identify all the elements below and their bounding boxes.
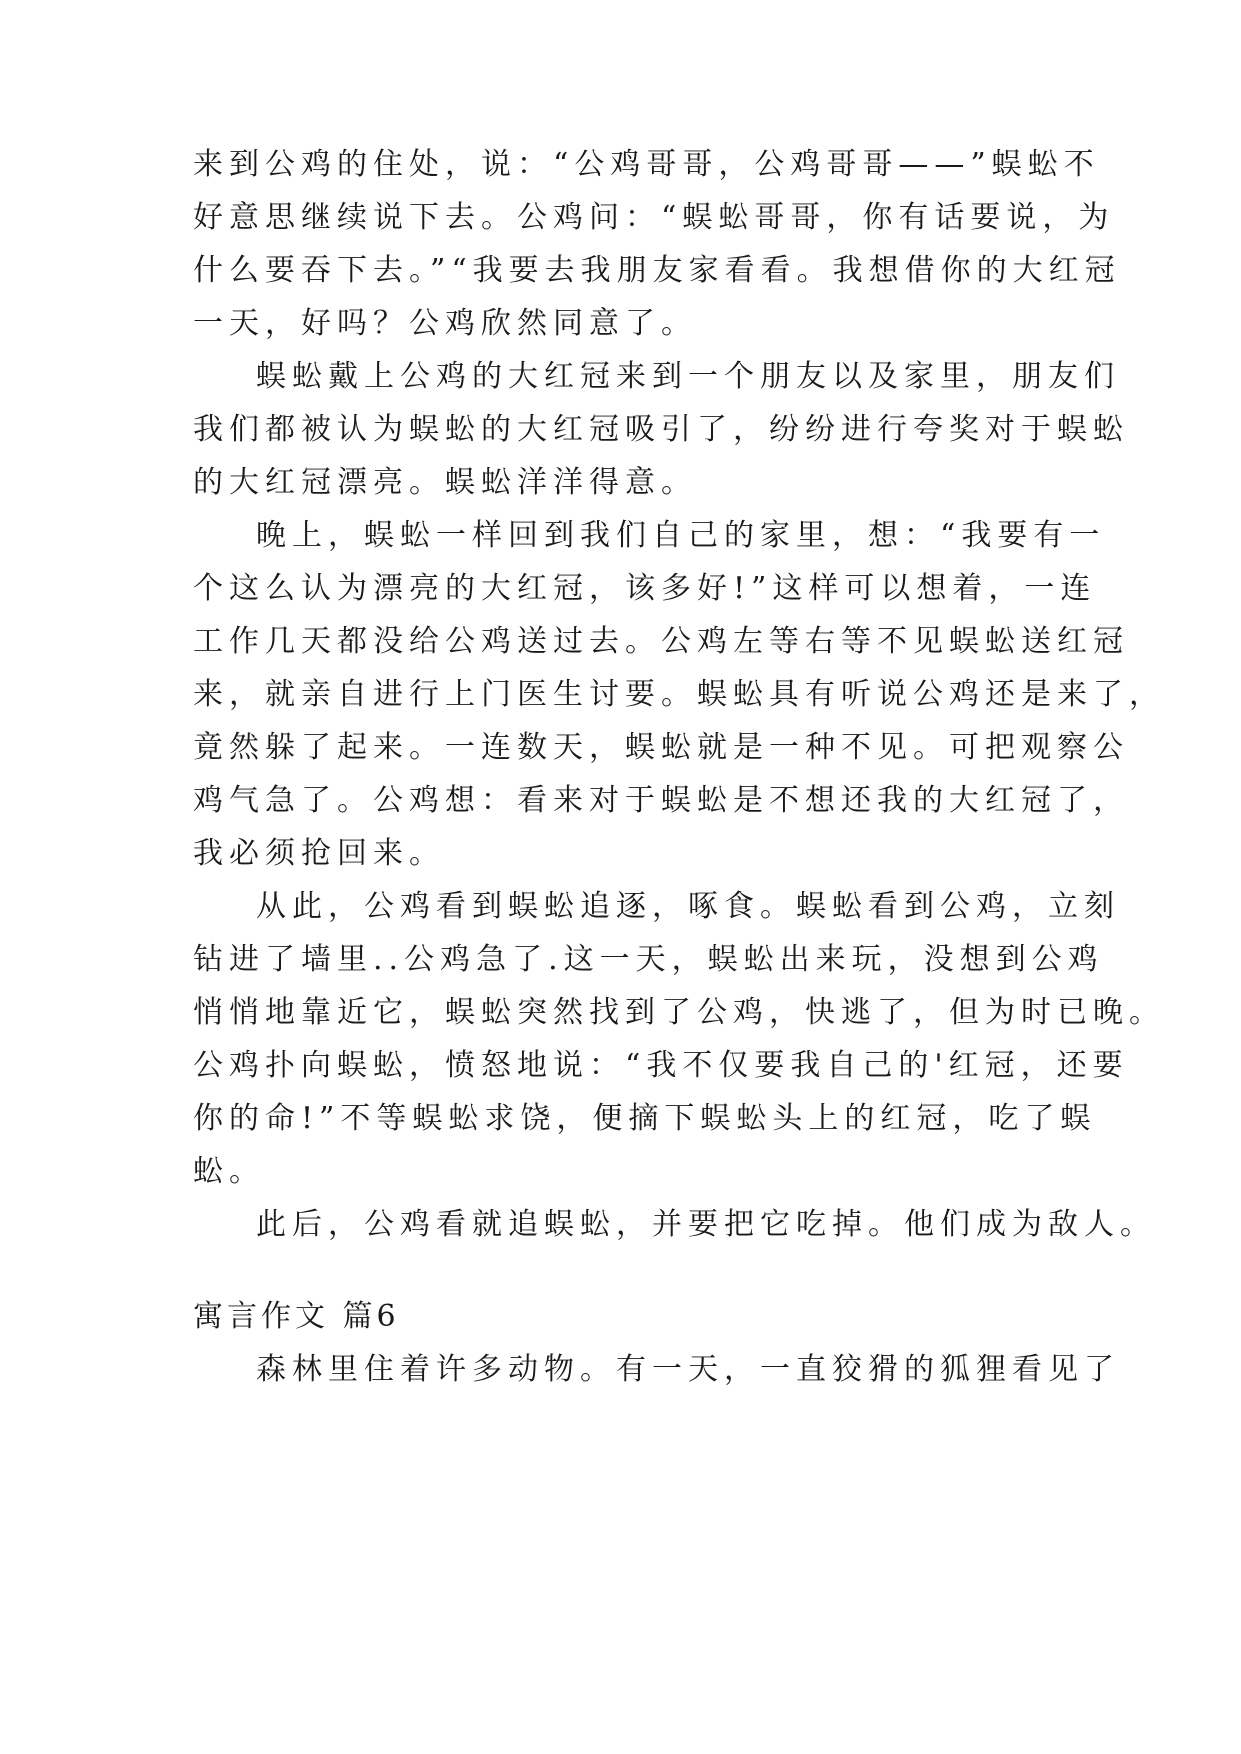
paragraph-line: 我必须抢回来。	[193, 836, 445, 871]
paragraph-line: 蜈蚣戴上公鸡的大红冠来到一个朋友以及家里，朋友们	[256, 359, 1120, 394]
paragraph-line: 一天，好吗？公鸡欣然同意了。	[193, 306, 697, 341]
paragraph-line: 从此，公鸡看到蜈蚣追逐，啄食。蜈蚣看到公鸡，立刻	[256, 889, 1120, 924]
paragraph-line: 森林里住着许多动物。有一天，一直狡猾的狐狸看见了	[256, 1352, 1120, 1387]
paragraph-line: 个这么认为漂亮的大红冠，该多好!”这样可以想着，一连	[193, 571, 1097, 606]
paragraph-line: 来到公鸡的住处，说：“公鸡哥哥，公鸡哥哥——”蜈蚣不	[193, 147, 1100, 182]
paragraph-line: 好意思继续说下去。公鸡问：“蜈蚣哥哥，你有话要说，为	[193, 200, 1115, 235]
paragraph-line: 的大红冠漂亮。蜈蚣洋洋得意。	[193, 465, 697, 500]
paragraph-line: 你的命!”不等蜈蚣求饶，便摘下蜈蚣头上的红冠，吃了蜈	[193, 1101, 1097, 1136]
paragraph-line: 蚣。	[193, 1154, 265, 1189]
paragraph-line: 来，就亲自进行上门医生讨要。蜈蚣具有听说公鸡还是来了，	[193, 677, 1165, 712]
paragraph-line: 竟然躲了起来。一连数天，蜈蚣就是一种不见。可把观察公	[193, 730, 1129, 765]
paragraph-line: 悄悄地靠近它，蜈蚣突然找到了公鸡，快逃了，但为时已晚。	[193, 995, 1165, 1030]
paragraph-line: 公鸡扑向蜈蚣，愤怒地说：“我不仅要我自己的'红冠，还要	[193, 1048, 1129, 1083]
paragraph-line: 钻进了墙里..公鸡急了.这一天，蜈蚣出来玩，没想到公鸡	[193, 942, 1104, 977]
section-heading: 寓言作文 篇6	[193, 1299, 400, 1334]
paragraph-line: 晚上，蜈蚣一样回到我们自己的家里，想：“我要有一	[256, 518, 1106, 553]
paragraph-line: 此后，公鸡看就追蜈蚣，并要把它吃掉。他们成为敌人。	[256, 1207, 1156, 1242]
paragraph-line: 我们都被认为蜈蚣的大红冠吸引了，纷纷进行夸奖对于蜈蚣	[193, 412, 1129, 447]
paragraph-line: 鸡气急了。公鸡想：看来对于蜈蚣是不想还我的大红冠了，	[193, 783, 1129, 818]
paragraph-line: 什么要吞下去。”“我要去我朋友家看看。我想借你的大红冠	[193, 253, 1121, 288]
paragraph-line: 工作几天都没给公鸡送过去。公鸡左等右等不见蜈蚣送红冠	[193, 624, 1129, 659]
